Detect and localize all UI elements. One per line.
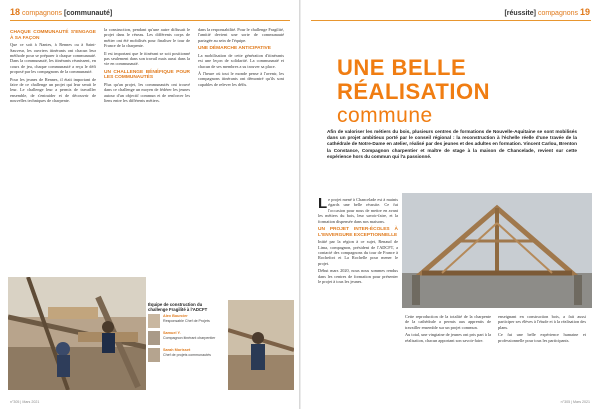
left-col3-heading: UNE DÉMARCHE ANTICIPATIVE — [198, 46, 271, 52]
right-col3-paragraph: enseignant en construction bois, a fait aussi participer ses élèves à l'étude et à la réalisation des plans. — [498, 314, 586, 330]
person-photo — [148, 314, 160, 328]
cathedral-frame-photo — [402, 193, 592, 308]
left-column-3 — [198, 27, 284, 89]
left-section: compagnons — [21, 10, 63, 17]
left-col3-paragraph: La mobilisation de cette génération d'itinérants est une leçon de solidarité. La communauté et chacun de ses membres a su trouver sa place. — [198, 52, 284, 69]
left-col2-paragraph: la construction, pendant qu'une autre diffusait le projet dans le réseau. Les différents corps de métier ont été mobilisés pour finaliser le tour de France de la charpente. — [104, 27, 190, 49]
right-col1-paragraph — [318, 197, 398, 224]
right-col2-paragraph: Au total, une vingtaine de jeunes ont pris part à la réalisation, chacun apportant son savoir-faire. — [405, 332, 491, 343]
left-footer: n°305 | Mars 2021 — [10, 400, 40, 404]
left-col1-paragraph: Pour les jeunes de Rennes, il était important de faire de ce challenge un projet qui leur serait le leur. Le challenge leur a permis de travailler ensemble, de s'entraider et de découvrir de nouvelles techniques de charpente. — [10, 76, 96, 104]
left-folio — [10, 7, 112, 17]
left-col2-paragraph: Il est important que le itinérant se soit positionné pas seulement dans son travail mais aussi dans la vie en communauté. — [104, 50, 190, 67]
left-col1-heading: CHAQUE COMMUNAUTÉ S'ENGAGE À SA FAÇON — [10, 30, 96, 41]
left-col2-paragraph: Plus qu'un projet, les communautés ont trouvé dans ce challenge un moyen de fédérer les jeunes autour d'un objectif commun et de renforcer les liens entre les différents métiers. — [104, 82, 190, 104]
person-photo — [148, 348, 160, 362]
workshop-photo — [8, 277, 146, 390]
left-col1-paragraph: Que ce soit à Nantes, à Rennes ou à Saint-Sauveur, les ouvriers itinérants ont chacun leur méthode pour se préparer à chaque communauté. Dans la communauté, les itinérants réunissent, en cours de jeu, chaque communauté a reçu le défi proposé par les compagnons de la communauté. — [10, 42, 96, 75]
article-lead: Afin de valoriser les métiers du bois, plusieurs centres de formations de Nouvelle-Aquitaine se sont mobilisés dans un projet ambitieux porté par le conseil régional : la reconstruction à l'échelle réelle d'une travée de la cathédrale de Notre-Dame en atelier, réalisé par des jeunes et des adultes en formation. Vincent Carlou, Brenton la Constance, Compagnon charpentier et maître de stage à la maison de Chancelade, revient sur cette expérience hors du commun qui l'a passionné. — [327, 129, 577, 159]
right-section: compagnons — [537, 10, 579, 17]
left-section-bracket: [communauté] — [64, 10, 113, 17]
left-header-rule — [10, 20, 290, 21]
right-folio — [504, 7, 590, 17]
left-col3-paragraph: dans la responsabilité. Pour le challenge Fragilité, l'amitié devient une sorte de communauté partagée au sein de l'équipe. — [198, 27, 284, 43]
right-column-2 — [405, 314, 491, 345]
dropcap: L — [318, 195, 328, 212]
right-page-number: 19 — [579, 7, 590, 17]
team-caption — [148, 302, 223, 365]
article-title — [337, 56, 567, 128]
right-column-3 — [498, 314, 586, 345]
right-col1-paragraph: Début mars 2020, nous nous sommes rendus dans les centres de formation pour présenter le projet à tous les jeunes. — [318, 268, 398, 285]
person-name: Sarah Morisset — [163, 348, 191, 353]
person-name: Samuel Y. — [163, 331, 181, 336]
person-role: Responsable Chef de Projets — [163, 319, 210, 323]
left-page — [0, 0, 299, 409]
left-col3-paragraph: À l'heure où tout le monde pense à l'avenir, les compagnons itinérants ont démontré qu'ils sont capables de relever les défis. — [198, 71, 284, 87]
left-column-2 — [104, 27, 190, 106]
title-sub: commune — [337, 104, 433, 127]
caption-person — [148, 348, 223, 362]
right-col1-paragraph: Initié par la région à ce sujet, Renaud de Lima, compagnon, président de l'ADCFT, a contacté des compagnons du tour de France à Rochefort et La Rochelle pour mener le projet. — [318, 239, 398, 266]
person-name: Alex Bourcier — [163, 314, 188, 319]
right-col3-paragraph: Ce fut une belle expérience humaine et professionnelle pour tous les participants. — [498, 332, 586, 343]
person-role: Chef de projets communautés — [163, 353, 211, 357]
title-main: UNE BELLE RÉALISATION — [337, 55, 490, 104]
caption-person — [148, 331, 223, 345]
person-photo — [148, 331, 160, 345]
caption-title: Équipe de construction du challenge Fragilité à l'ADCFT — [148, 302, 208, 313]
right-header-rule — [311, 20, 591, 21]
right-col1-first-paragraph: e projet mené à Chancelade est à maints égards une belle réussite. Ce fut l'occasion pour nous de mettre en avant les métiers du bois, leur savoir-faire, et la formation dispensée dans nos maisons. — [318, 197, 398, 224]
left-column-1 — [10, 27, 96, 106]
left-col2-heading: UN CHALLENGE BÉNÉFIQUE POUR LES COMMUNAUTÉS — [104, 69, 190, 81]
right-column-1 — [318, 197, 398, 286]
right-col1-heading: UN PROJET INTER-ÉCOLES À L'ENVERGURE EXCEPTIONNELLE — [318, 227, 398, 238]
person-role: Compagnon itinérant charpentier — [163, 336, 216, 340]
caption-person — [148, 314, 223, 328]
right-section-bracket: [réussite] — [504, 10, 536, 17]
right-col2-paragraph: Cette reproduction de la totalité de la charpente de la cathédrale a permis aux apprentis de travailler ensemble sur un projet commun. — [405, 314, 491, 330]
carpenter-photo — [228, 300, 294, 390]
left-page-number: 18 — [10, 7, 21, 17]
right-footer: n°305 | Mars 2021 — [560, 400, 590, 404]
